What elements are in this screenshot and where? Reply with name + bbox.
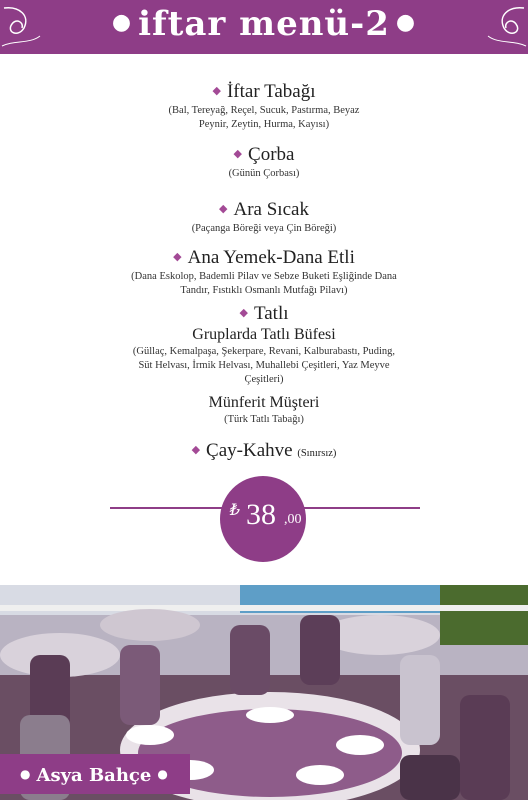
diamond-bullet-icon: ◆	[219, 203, 228, 215]
tatli-single-description: (Türk Tatlı Tabağı)	[224, 414, 304, 425]
course-ana-yemek	[0, 246, 528, 298]
menu-title	[0, 4, 528, 44]
price-cents: ,00	[284, 512, 302, 527]
course-note: (Sınırsız)	[297, 448, 337, 459]
price-divider-left	[110, 507, 228, 509]
diamond-bullet-icon: ◆	[173, 251, 182, 263]
ornament-swirl-icon	[482, 0, 528, 54]
price-amount: 38	[246, 498, 276, 531]
course-description: (Bal, Tereyağ, Reçel, Sucuk, Pastırma, Beyaz Peynir, Zeytin, Hurma, Kayısı)	[168, 105, 360, 130]
bullet-dot-icon: ●	[20, 767, 31, 781]
course-ara-sicak	[0, 198, 528, 236]
photo-caption-text: Asya Bahçe	[36, 765, 152, 786]
bullet-dot-icon: ●	[395, 9, 417, 35]
tatli-single-title: Münferit Müşteri	[208, 394, 320, 411]
price-divider-right	[300, 507, 420, 509]
price-currency: ₺	[230, 502, 241, 519]
course-cay-kahve	[0, 439, 528, 465]
course-description: (Dana Eskolop, Bademli Pilav ve Sebze Buketi Eşliğinde Dana Tandır, Fıstıklı Osmanlı Mutfağı Pilavı)	[131, 271, 397, 296]
course-corba	[0, 143, 528, 181]
course-iftar	[0, 80, 528, 132]
diamond-bullet-icon: ◆	[233, 148, 243, 160]
bullet-dot-icon: ●	[111, 9, 133, 35]
menu-list	[0, 80, 528, 465]
course-description: (Günün Çorbası)	[228, 168, 300, 179]
course-description: (Paçanga Böreği veya Çin Böreği)	[191, 223, 337, 234]
course-tatli	[0, 302, 528, 427]
course-title: Tatlı	[253, 303, 289, 324]
tatli-group-title: Gruplarda Tatlı Büfesi	[192, 326, 336, 343]
diamond-bullet-icon: ◆	[191, 444, 201, 456]
course-title: Çay-Kahve	[206, 440, 293, 461]
course-title: Ana Yemek-Dana Etli	[187, 247, 355, 268]
bullet-dot-icon: ●	[157, 767, 168, 781]
course-title: İftar Tabağı	[226, 81, 316, 102]
course-title: Ara Sıcak	[233, 199, 309, 220]
diamond-bullet-icon: ◆	[239, 307, 248, 319]
tatli-group-description: (Güllaç, Kemalpaşa, Şekerpare, Revani, Kalburabastı, Puding, Süt Helvası, İrmik Helvası, Muhallebi Çeşitleri, Yaz Meyve Çeşitleri)	[132, 346, 396, 385]
course-title: Çorba	[248, 144, 295, 165]
photo-caption	[0, 754, 190, 794]
menu-title-text: iftar menü-2	[138, 4, 390, 44]
diamond-bullet-icon: ◆	[212, 85, 221, 97]
header-banner	[0, 0, 528, 54]
price-badge	[220, 476, 306, 562]
